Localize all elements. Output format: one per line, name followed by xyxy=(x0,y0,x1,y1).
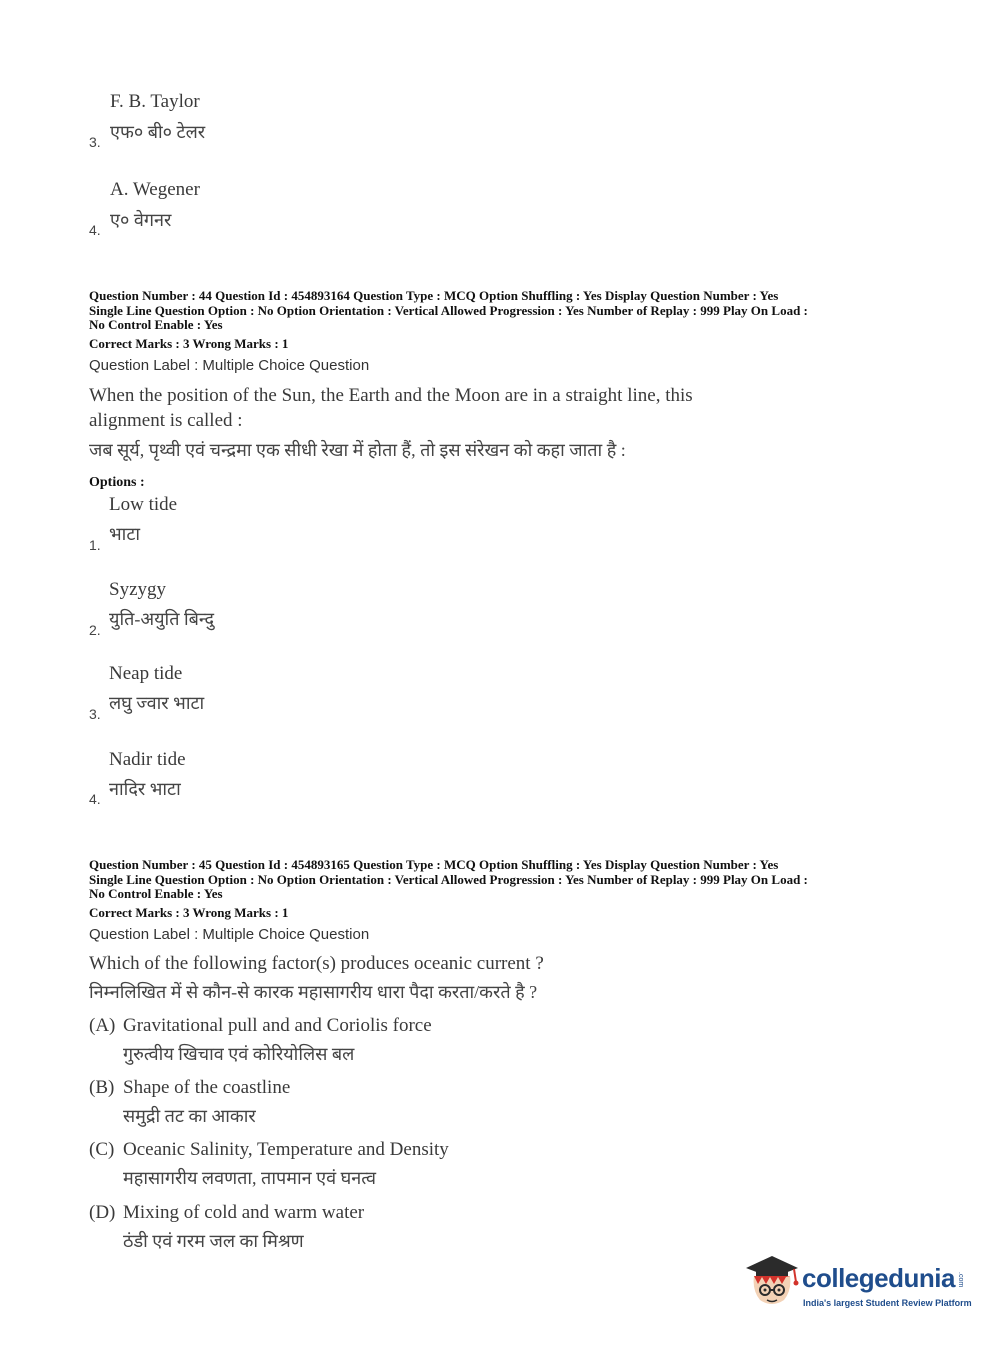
option-number: 3. xyxy=(89,134,101,150)
question-marks: Correct Marks : 3 Wrong Marks : 1 xyxy=(89,905,289,920)
option-text-en: F. B. Taylor xyxy=(110,91,200,112)
question-text-en-line-1: When the position of the Sun, the Earth and the Moon are in a straight line, this xyxy=(89,385,693,406)
question-meta-line-2: Single Line Question Option : No Option Orientation : Vertical Allowed Progression : Yes Number of Replay : 999 Play On Load : xyxy=(89,302,808,318)
question-meta-line-2: Single Line Question Option : No Option Orientation : Vertical Allowed Progression : Yes Number of Replay : 999 Play On Load : xyxy=(89,871,808,887)
statement-key: (B) xyxy=(89,1077,115,1098)
statement-key: (C) xyxy=(89,1139,115,1160)
statement-text-en: Mixing of cold and warm water xyxy=(123,1202,365,1223)
option-text-hi: नादिर भाटा xyxy=(109,779,181,799)
options-heading: Options : xyxy=(89,475,145,490)
option-number: 3. xyxy=(89,706,101,722)
logo-tagline: India's largest Student Review Platform xyxy=(803,1298,972,1308)
statement-key: (D) xyxy=(89,1202,116,1223)
logo-suffix: .com xyxy=(957,1272,964,1288)
option-text-hi: एफ० बी० टेलर xyxy=(110,122,206,142)
statement-text-hi: समुद्री तट का आकार xyxy=(123,1106,256,1126)
option-number: 4. xyxy=(89,222,101,238)
question-text-hi: निम्नलिखित में से कौन-से कारक महासागरीय धारा पैदा करता/करते है ? xyxy=(89,982,538,1002)
statement-text-en: Oceanic Salinity, Temperature and Density xyxy=(123,1139,449,1160)
statement-text-en: Gravitational pull and and Coriolis force xyxy=(123,1015,432,1036)
option-text-en: Nadir tide xyxy=(109,749,186,770)
question-meta-line-1: Question Number : 45 Question Id : 454893165 Question Type : MCQ Option Shuffling : Yes Display Question Number : Yes xyxy=(89,857,779,872)
option-text-hi: युति-अयुति बिन्दु xyxy=(109,609,215,629)
statement-key: (A) xyxy=(89,1015,116,1036)
collegedunia-logo xyxy=(742,1250,972,1320)
statement-text-hi: गुरुत्वीय खिचाव एवं कोरियोलिस बल xyxy=(123,1044,355,1064)
option-number: 2. xyxy=(89,622,101,638)
mascot-icon xyxy=(742,1250,802,1310)
question-text-hi: जब सूर्य, पृथ्वी एवं चन्द्रमा एक सीधी रेखा में होता हैं, तो इस संरेखन को कहा जाता है : xyxy=(89,440,626,460)
question-marks: Correct Marks : 3 Wrong Marks : 1 xyxy=(89,336,289,351)
option-number: 4. xyxy=(89,791,101,807)
question-meta-line-3: No Control Enable : Yes xyxy=(89,317,223,332)
option-text-en: Low tide xyxy=(109,494,178,515)
logo-brand: collegedunia xyxy=(802,1263,955,1293)
question-label: Question Label : Multiple Choice Question xyxy=(89,357,370,374)
option-number: 1. xyxy=(89,537,101,553)
option-text-hi: लघु ज्वार भाटा xyxy=(109,693,205,713)
question-meta-line-3: No Control Enable : Yes xyxy=(89,886,223,901)
statement-text-hi: ठंडी एवं गरम जल का मिश्रण xyxy=(123,1231,304,1251)
option-text-hi: ए० वेगनर xyxy=(110,210,172,230)
question-text-en: Which of the following factor(s) produces oceanic current ? xyxy=(89,953,544,974)
statement-text-en: Shape of the coastline xyxy=(123,1077,291,1098)
option-text-en: A. Wegener xyxy=(110,179,200,200)
statement-text-hi: महासागरीय लवणता, तापमान एवं घनत्व xyxy=(123,1168,376,1188)
question-label: Question Label : Multiple Choice Question xyxy=(89,926,370,943)
option-text-hi: भाटा xyxy=(109,524,141,544)
question-meta-line-1: Question Number : 44 Question Id : 454893164 Question Type : MCQ Option Shuffling : Yes Display Question Number : Yes xyxy=(89,288,779,303)
option-text-en: Neap tide xyxy=(109,663,183,684)
question-text-en-line-2: alignment is called : xyxy=(89,410,243,431)
option-text-en: Syzygy xyxy=(109,579,166,600)
